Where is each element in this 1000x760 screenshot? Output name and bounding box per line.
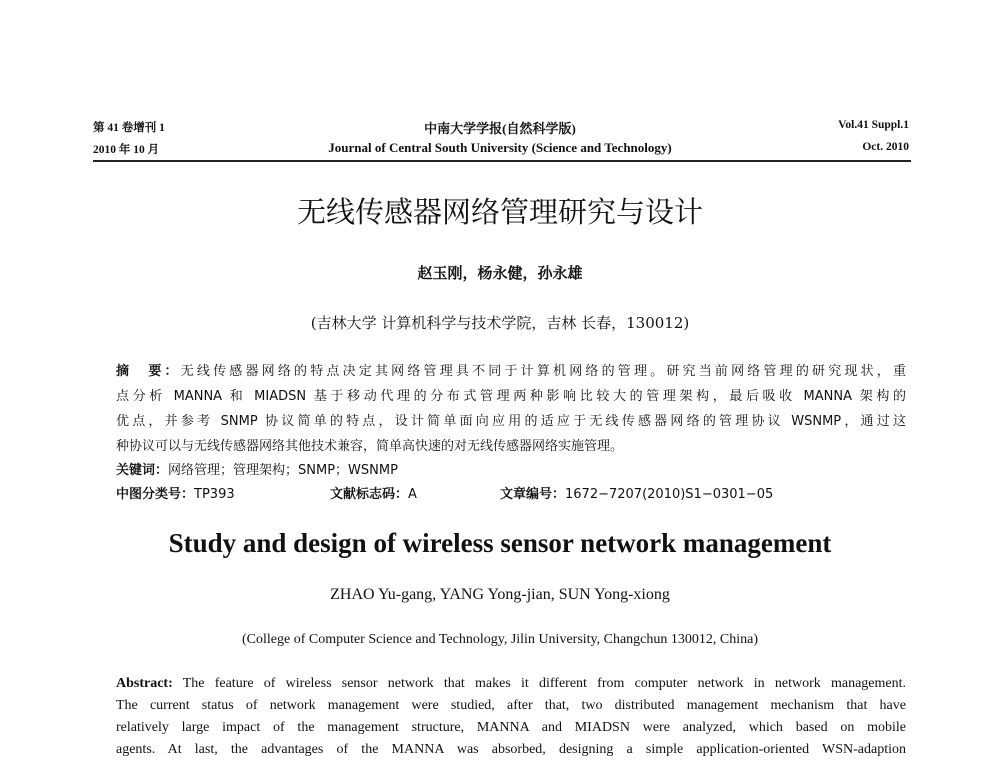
clc-number: 中图分类号：TP393 <box>116 487 235 502</box>
abstract-cn-line: 种协议可以与无线传感器网络其他技术兼容，简单高快速的对无线传感器网络实施管理。 <box>116 439 624 454</box>
volume-issue: 第 41 卷增刊 1 <box>93 122 165 134</box>
article-number: 文章编号：1672−7207(2010)S1−0301−05 <box>500 487 774 502</box>
abstract-en-line: agents. At last, the advantages of the MANNA was absorbed, designing a simple application-oriented WSN-adaption <box>116 742 906 757</box>
abstract-en-line: The current status of network management were studied, after that, two distributed management mechanism that have <box>116 698 906 713</box>
authors-en: ZHAO Yu-gang, YANG Yong-jian, SUN Yong-xiong <box>330 586 670 603</box>
journal-name-cn: 中南大学学报(自然科学版) <box>424 121 576 136</box>
document-code: 文献标志码：A <box>330 487 417 502</box>
abstract-en-line: relatively large impact of the management structure, MANNA and MIADSN were analyzed, which based on mobile <box>116 720 906 735</box>
title-cn: 无线传感器网络管理研究与设计 <box>296 195 703 229</box>
title-en: Study and design of wireless sensor network management <box>168 528 832 558</box>
affiliation-cn: (吉林大学 计算机科学与技术学院，吉林 长春，130012) <box>310 314 690 332</box>
issue-date-cn: 2010 年 10 月 <box>93 144 160 156</box>
authors-cn: 赵玉刚，杨永健，孙永雄 <box>417 264 583 282</box>
abstract-en-line: Abstract: The feature of wireless sensor network that makes it different from computer network in network management. <box>116 676 906 691</box>
abstract-cn-label: 摘 要： <box>116 364 181 379</box>
journal-name-en: Journal of Central South University (Science and Technology) <box>328 140 672 155</box>
abstract-cn-line: 摘 要：无线传感器网络的特点决定其网络管理具不同于计算机网络的管理。研究当前网络管理的研究现状，重 <box>116 364 906 379</box>
affiliation-en: (College of Computer Science and Technology, Jilin University, Changchun 130012, China) <box>241 632 759 647</box>
volume-suppl: Vol.41 Suppl.1 <box>838 119 909 131</box>
header-rule <box>93 160 911 162</box>
keywords-cn: 关键词：网络管理；管理架构；SNMP；WSNMP <box>116 463 398 478</box>
abstract-cn-line: 优点，并参考 SNMP 协议简单的特点，设计简单面向应用的适应于无线传感器网络的管理协议 WSNMP，通过这 <box>116 414 906 429</box>
abstract-en-label: Abstract: <box>116 676 173 691</box>
abstract-cn-line: 点分析 MANNA 和 MIADSN 基于移动代理的分布式管理两种影响比较大的管理架构，最后吸收 MANNA 架构的 <box>116 389 906 404</box>
issue-date-en: Oct. 2010 <box>862 141 909 153</box>
